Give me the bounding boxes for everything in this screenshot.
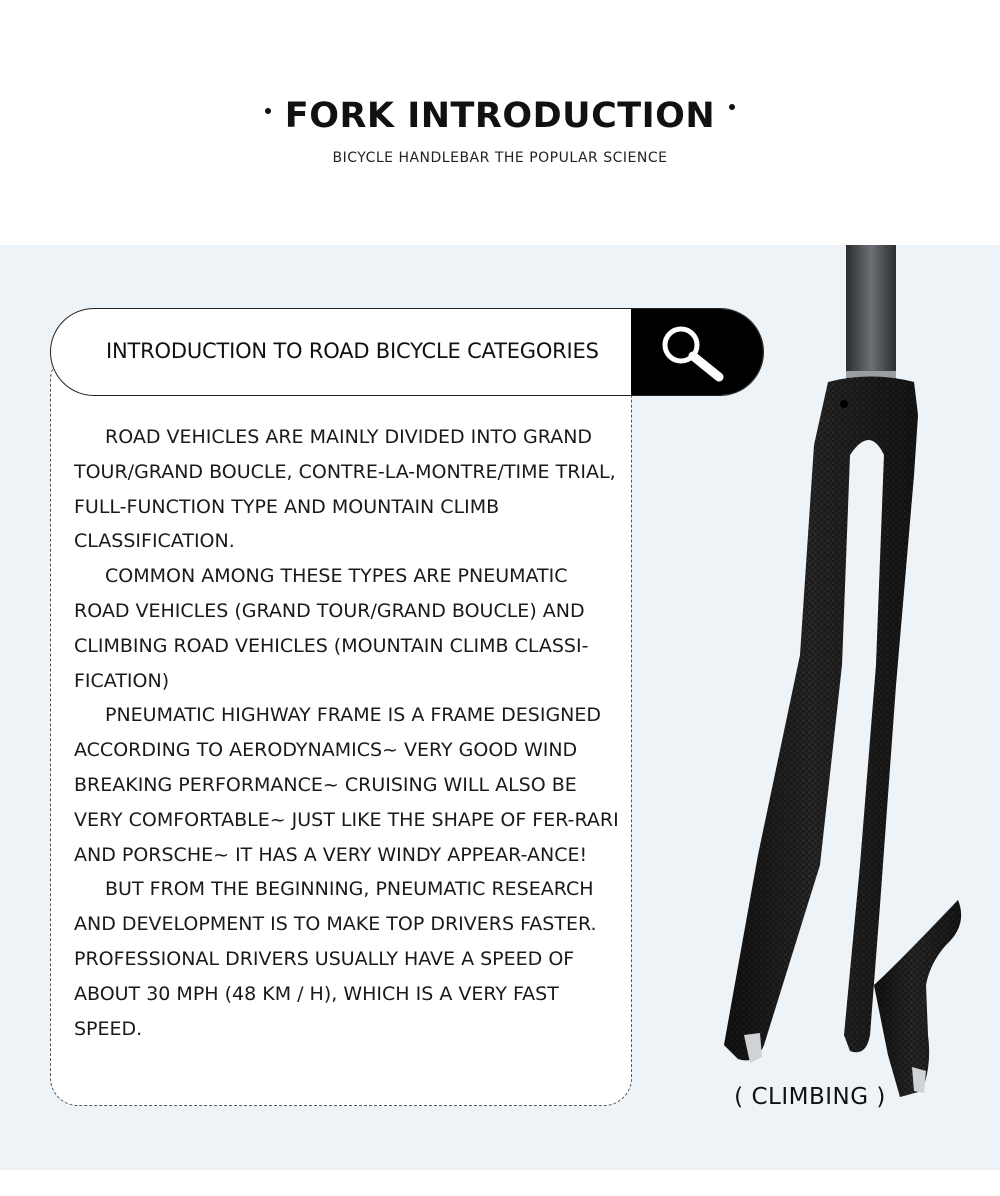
section-heading: INTRODUCTION TO ROAD BICYCLE CATEGORIES [106,339,599,363]
section-heading-pill [50,308,764,396]
search-button[interactable] [631,309,763,396]
page-title-text: FORK INTRODUCTION [284,96,716,136]
fork-caption: ( CLIMBING ) [734,1084,886,1110]
title-row [0,96,1000,136]
paragraph-2: COMMON AMONG THESE TYPES ARE PNEUMATIC ROAD VEHICLES (GRAND TOUR/GRAND BOUCLE) AND CLIMBING ROAD VEHICLES (MOUNTAIN CLIMB CLASSI-FICATION) [74,565,589,692]
page-title [263,96,737,136]
card-body [74,420,619,1046]
paragraph-4: BUT FROM THE BEGINNING, PNEUMATIC RESEARCH AND DEVELOPMENT IS TO MAKE TOP DRIVERS FASTER. PROFESSIONAL DRIVERS USUALLY HAVE A SPEED OF ABOUT 30 MPH (48 KM / H), WHICH IS A VERY FAST SPEED. [74,878,597,1040]
page-subtitle: BICYCLE HANDLEBAR THE POPULAR SCIENCE [332,150,668,166]
steerer-tube [846,245,896,383]
title-dot-left [265,108,271,114]
page-header [0,0,1000,245]
paragraph-1: ROAD VEHICLES ARE MAINLY DIVIDED INTO GRAND TOUR/GRAND BOUCLE, CONTRE-LA-MONTRE/TIME TRIAL, FULL-FUNCTION TYPE AND MOUNTAIN CLIMB CLASSIFICATION. [74,426,616,553]
paragraph-3: PNEUMATIC HIGHWAY FRAME IS A FRAME DESIGNED ACCORDING TO AERODYNAMICS~ VERY GOOD WIND BREAKING PERFORMANCE~ CRUISING WILL ALSO BE VERY COMFORTABLE~ JUST LIKE THE SHAPE OF FER-RARI AND PORSCHE~ IT HAS A VERY WINDY APPEAR-ANCE! [74,704,619,866]
title-dot-right [729,104,735,110]
fork-blades [724,377,961,1098]
search-icon [655,323,739,383]
